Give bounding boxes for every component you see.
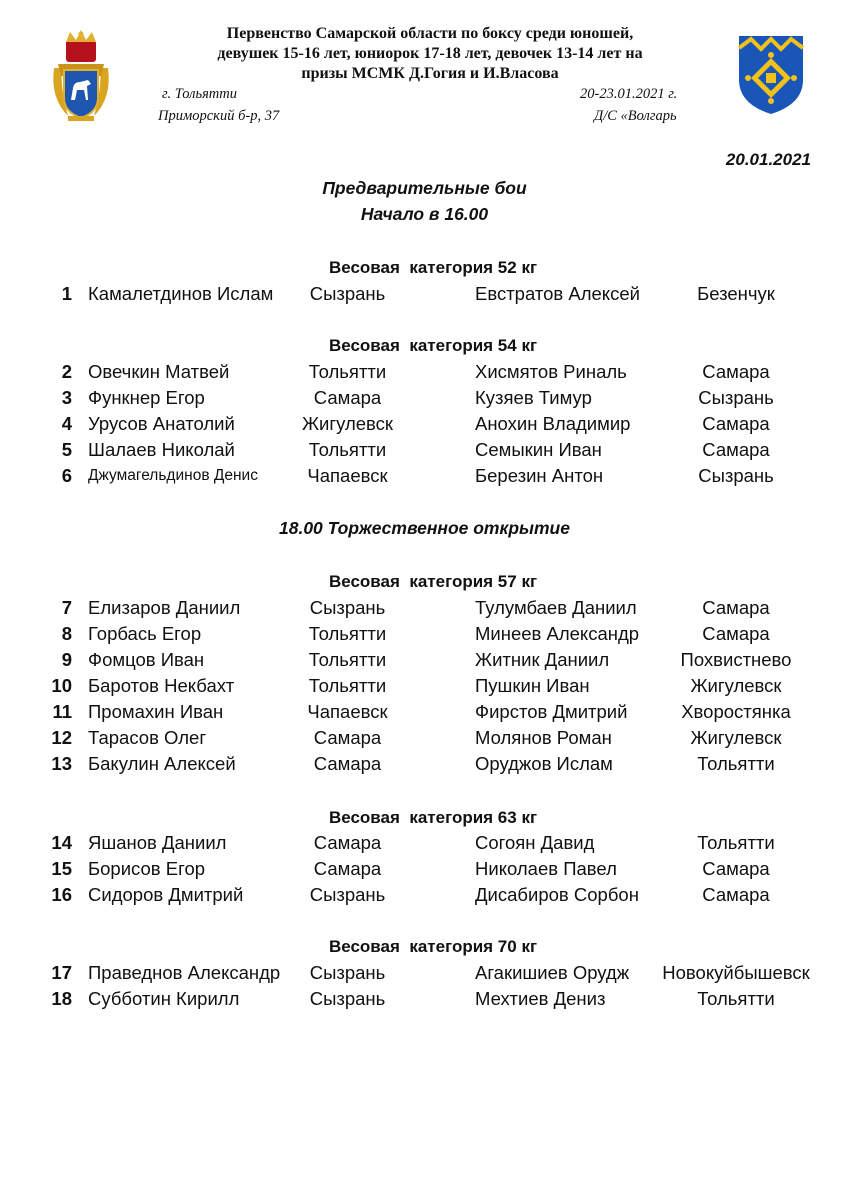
bout-number: 17 xyxy=(51,962,72,983)
boxer-red: Урусов Анатолий xyxy=(88,413,235,434)
city-blue: Самара xyxy=(702,623,770,644)
bout-number: 2 xyxy=(61,361,72,382)
competition-title xyxy=(150,24,710,84)
boxer-blue: Кузяев Тимур xyxy=(475,387,592,408)
boxer-red: Камалетдинов Ислам xyxy=(88,283,274,304)
city-blue: Жигулевск xyxy=(690,675,782,696)
bout-number: 4 xyxy=(61,413,72,434)
title-line-3: призы МСМК Д.Гогия и И.Власова xyxy=(301,65,559,82)
city-red: Самара xyxy=(313,753,382,774)
weight-category-title: Весовая категория 70 кг xyxy=(328,937,538,956)
boxer-blue: Житник Даниил xyxy=(475,649,610,670)
boxer-blue: Мехтиев Дениз xyxy=(475,988,606,1009)
session-start-time: Начало в 16.00 xyxy=(360,204,489,224)
bout-number: 13 xyxy=(51,753,72,774)
bout-number: 8 xyxy=(61,623,72,644)
city-blue: Самара xyxy=(702,413,770,434)
bout-number: 18 xyxy=(51,988,72,1009)
bout-row xyxy=(0,961,849,985)
bout-number: 1 xyxy=(61,283,72,304)
boxer-blue: Тулумбаев Даниил xyxy=(475,597,637,618)
samara-region-coat-of-arms xyxy=(50,28,112,124)
bout-row xyxy=(0,412,849,436)
city-blue: Самара xyxy=(702,858,770,879)
bout-row xyxy=(0,857,849,881)
togliatti-city-coat-of-arms xyxy=(737,34,805,116)
bout-row xyxy=(0,464,849,488)
bout-row xyxy=(0,700,849,724)
boxer-red: Горбась Егор xyxy=(88,623,202,644)
city-red: Тольятти xyxy=(308,649,387,670)
city-red: Самара xyxy=(313,858,382,879)
bout-row xyxy=(0,622,849,646)
city-red: Жигулевск xyxy=(301,413,394,434)
city-blue: Новокуйбышевск xyxy=(662,962,810,983)
bout-row xyxy=(0,987,849,1011)
city-red: Тольятти xyxy=(308,623,387,644)
address: Приморский б-р, 37 xyxy=(158,108,280,124)
event-dates: 20-23.01.2021 г. xyxy=(580,86,678,102)
bout-row xyxy=(0,883,849,907)
bout-row xyxy=(0,648,849,672)
boxer-red: Субботин Кирилл xyxy=(88,988,240,1009)
bout-number: 16 xyxy=(51,884,72,905)
city-blue: Самара xyxy=(702,884,770,905)
boxer-blue: Дисабиров Сорбон xyxy=(475,884,639,905)
city: г. Тольятти xyxy=(162,86,237,102)
title-line-1: Первенство Самарской области по боксу среди юношей, xyxy=(226,25,634,42)
venue: Д/С «Волгарь xyxy=(594,108,677,124)
boxer-red: Овечкин Матвей xyxy=(88,361,230,382)
opening-ceremony: 18.00 Торжественное открытие xyxy=(279,518,570,538)
bout-number: 6 xyxy=(61,465,72,486)
city-red: Сызрань xyxy=(309,597,386,618)
boxer-blue: Минеев Александр xyxy=(475,623,640,644)
bout-row xyxy=(0,386,849,410)
boxer-red: Праведнов Александр xyxy=(88,962,281,983)
weight-category-title: Весовая категория 57 кг xyxy=(328,572,538,591)
boxer-blue: Евстратов Алексей xyxy=(475,283,640,304)
bout-row xyxy=(0,831,849,855)
boxer-red: Борисов Егор xyxy=(88,858,206,879)
bout-number: 14 xyxy=(51,832,72,853)
boxer-red: Джумагельдинов Денис xyxy=(88,467,258,484)
city-blue: Самара xyxy=(702,439,770,460)
title-line-2: девушек 15-16 лет, юниорок 17-18 лет, девочек 13-14 лет на xyxy=(217,45,643,62)
boxer-red: Баротов Некбахт xyxy=(88,675,235,696)
bout-row xyxy=(0,752,849,776)
boxer-blue: Фирстов Дмитрий xyxy=(475,701,628,722)
city-red: Самара xyxy=(313,832,382,853)
city-red: Тольятти xyxy=(308,361,387,382)
bout-number: 12 xyxy=(51,727,72,748)
boxer-blue: Березин Антон xyxy=(475,465,604,486)
boxer-red: Промахин Иван xyxy=(88,701,224,722)
city-blue: Сызрань xyxy=(698,387,774,408)
city-blue: Сызрань xyxy=(698,465,774,486)
city-red: Сызрань xyxy=(309,283,386,304)
city-red: Сызрань xyxy=(309,884,386,905)
boxer-blue: Хисмятов Риналь xyxy=(475,361,627,382)
boxer-red: Елизаров Даниил xyxy=(88,597,241,618)
weight-category-title: Весовая категория 54 кг xyxy=(328,336,538,355)
boxer-blue: Согоян Давид xyxy=(475,832,595,853)
bout-number: 11 xyxy=(52,701,72,722)
bout-number: 9 xyxy=(61,649,72,670)
boxer-red: Тарасов Олег xyxy=(88,727,207,748)
bout-row xyxy=(0,438,849,462)
city-red: Чапаевск xyxy=(307,701,388,722)
boxer-red: Яшанов Даниил xyxy=(88,832,227,853)
boxer-blue: Молянов Роман xyxy=(475,727,612,748)
bout-row xyxy=(0,360,849,384)
boxer-blue: Николаев Павел xyxy=(475,858,617,879)
city-blue: Самара xyxy=(702,597,770,618)
city-blue: Тольятти xyxy=(697,753,775,774)
city-blue: Хворостянка xyxy=(681,701,791,722)
bout-number: 3 xyxy=(61,387,72,408)
city-red: Самара xyxy=(313,387,382,408)
bout-number: 5 xyxy=(61,439,72,460)
boxer-red: Сидоров Дмитрий xyxy=(88,884,244,905)
bout-row xyxy=(0,596,849,620)
boxer-red: Бакулин Алексей xyxy=(88,753,236,774)
city-blue: Самара xyxy=(702,361,770,382)
boxer-red: Фомцов Иван xyxy=(88,649,205,670)
document-date: 20.01.2021 xyxy=(725,150,811,169)
session-title: Предварительные бои xyxy=(322,178,527,198)
bout-row xyxy=(0,282,849,306)
city-red: Сызрань xyxy=(309,988,386,1009)
bout-row xyxy=(0,674,849,698)
boxer-blue: Анохин Владимир xyxy=(475,413,631,434)
city-blue: Тольятти xyxy=(697,988,775,1009)
city-blue: Похвистнево xyxy=(680,649,792,670)
boxer-blue: Оруджов Ислам xyxy=(475,753,613,774)
bout-number: 10 xyxy=(51,675,72,696)
city-red: Тольятти xyxy=(308,439,387,460)
boxer-blue: Агакишиев Орудж xyxy=(475,962,630,983)
city-red: Тольятти xyxy=(308,675,387,696)
city-blue: Тольятти xyxy=(697,832,775,853)
city-red: Чапаевск xyxy=(307,465,388,486)
city-blue: Безенчук xyxy=(697,283,775,304)
boxer-blue: Пушкин Иван xyxy=(475,675,590,696)
weight-category-title: Весовая категория 63 кг xyxy=(328,808,538,827)
bout-row xyxy=(0,726,849,750)
boxer-red: Шалаев Николай xyxy=(88,439,235,460)
bout-number: 7 xyxy=(61,597,72,618)
bout-number: 15 xyxy=(51,858,72,879)
boxer-red: Функнер Егор xyxy=(88,387,205,408)
city-blue: Жигулевск xyxy=(690,727,782,748)
boxer-blue: Семыкин Иван xyxy=(475,439,602,460)
city-red: Самара xyxy=(313,727,382,748)
city-red: Сызрань xyxy=(309,962,386,983)
weight-category-title: Весовая категория 52 кг xyxy=(328,258,538,277)
